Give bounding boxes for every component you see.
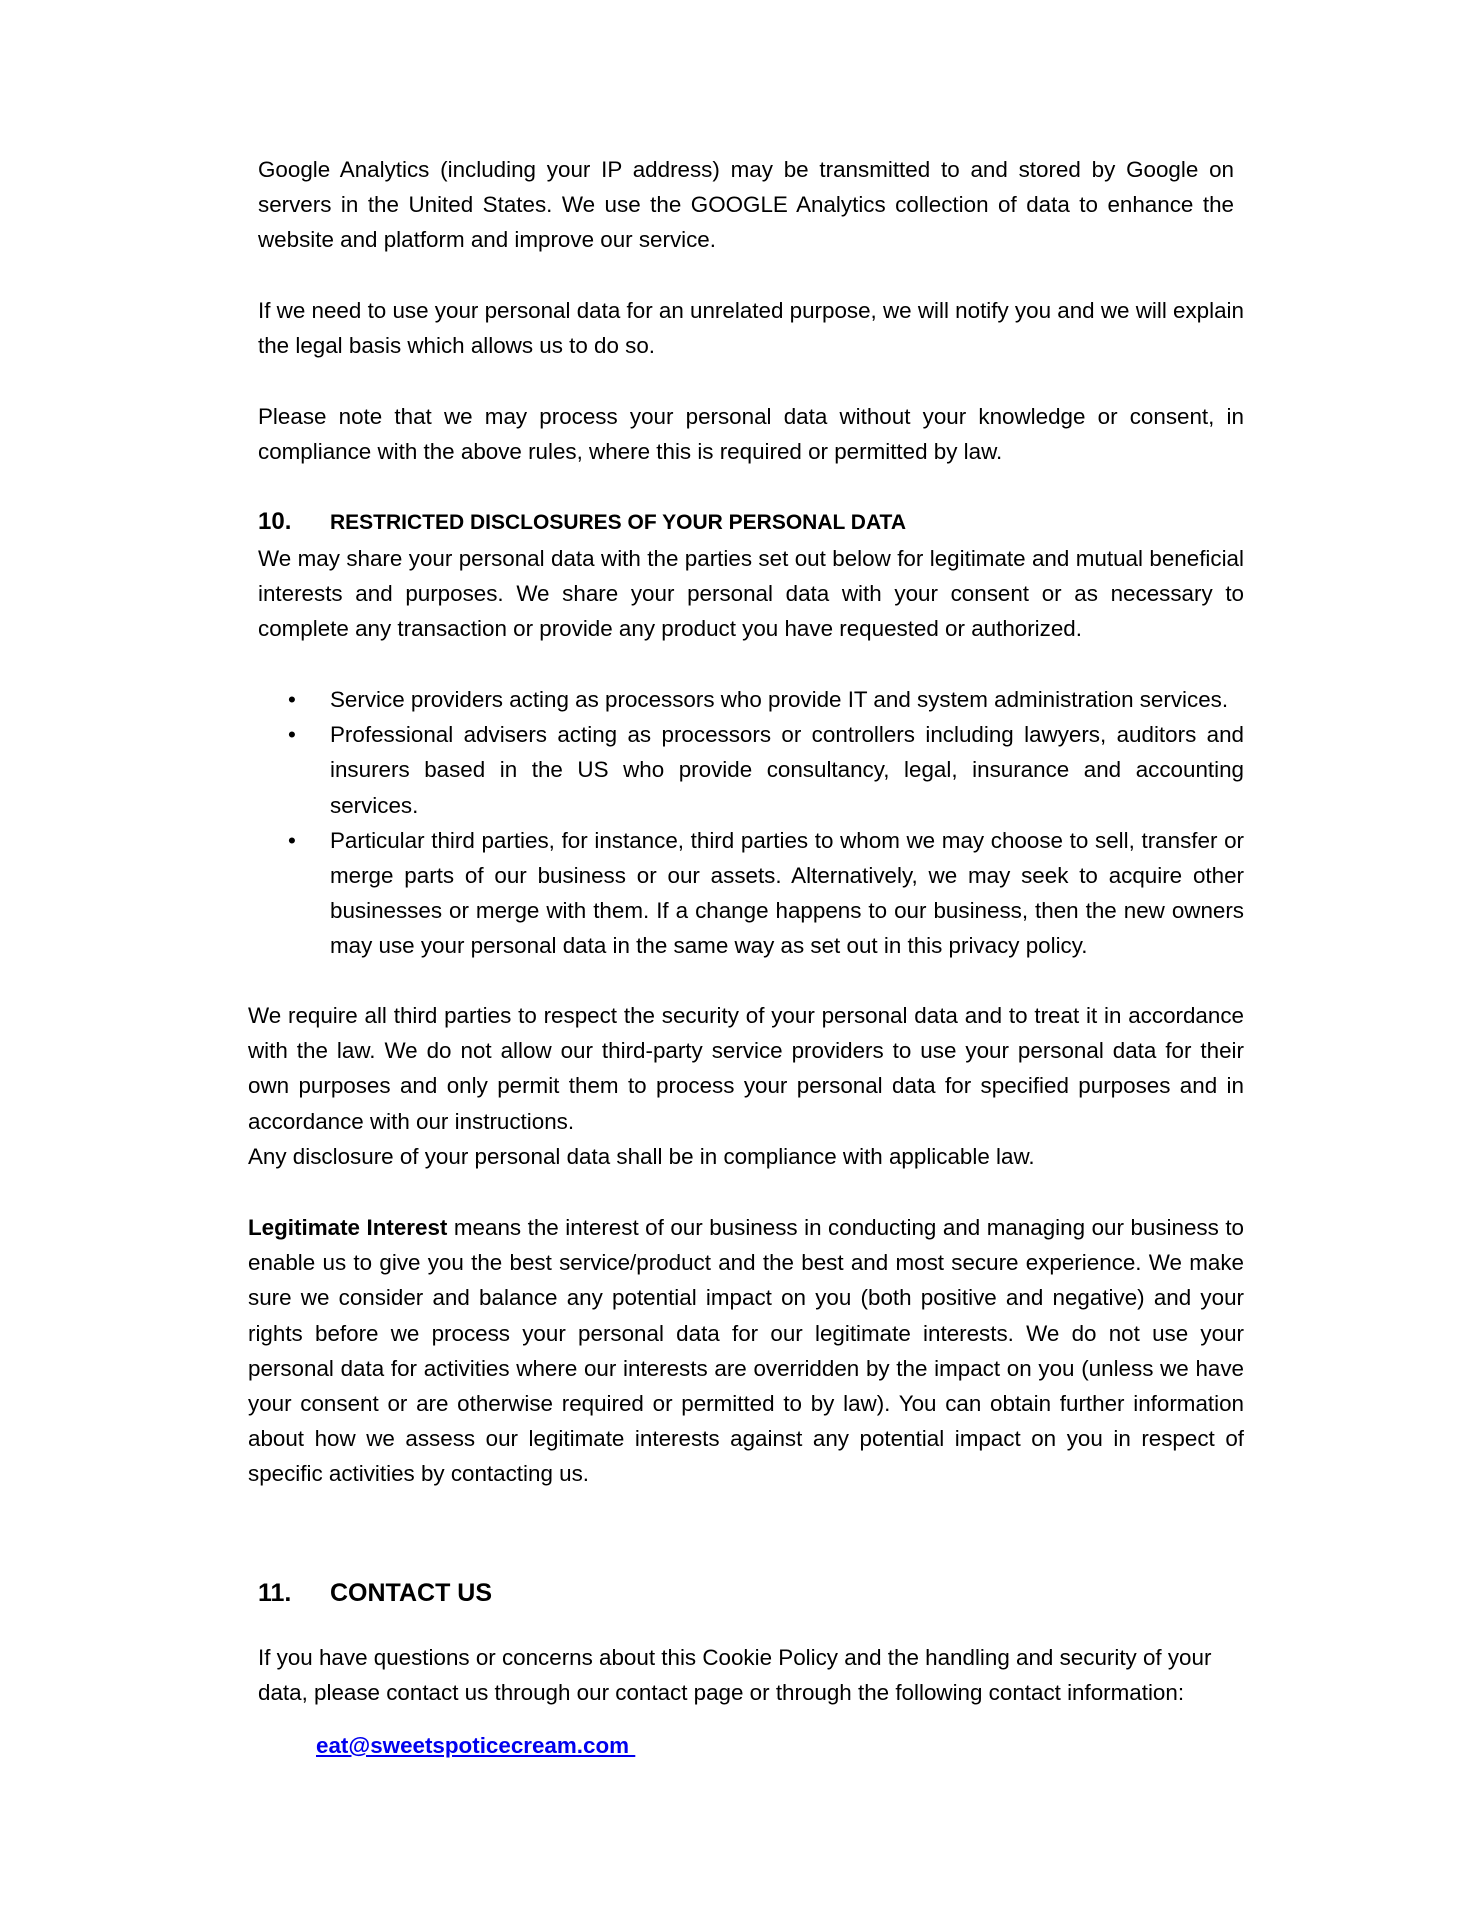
paragraph-third-parties: We require all third parties to respect the security of your personal data and to treat it in accordance with the law. We do not allow our third-party service providers to use your personal data for their own purposes and only permit them to process your personal data for specified purposes and in accordance with our instructions. [248, 1003, 1244, 1134]
section-10-intro: We may share your personal data with the parties set out below for legitimate and mutual beneficial interests and purposes. We share your personal data with your consent or as necessary to complete any transaction or provide any product you have requested or authorized. [258, 546, 1244, 642]
list-item [258, 682, 1244, 717]
section-10-number: 10. [258, 508, 292, 535]
list-item-text: Particular third parties, for instance, third parties to whom we may choose to sell, transfer or merge parts of our business or our assets. Alternatively, we may seek to acquire other businesses or merge with them. If a change happens to our business, then the new owners may use your personal data in the same way as set out in this privacy policy. [330, 827, 1244, 959]
paragraph-google-analytics: Google Analytics (including your IP address) may be transmitted to and stored by Google on servers in the United States. We use the GOOGLE Analytics collection of data to enhance the website and platform and improve our service. [258, 157, 1234, 253]
paragraph-without-consent: Please note that we may process your personal data without your knowledge or consent, in compliance with the above rules, where this is required or permitted by law. [258, 404, 1244, 465]
paragraph-contact-us: If you have questions or concerns about this Cookie Policy and the handling and security of your data, please contact us through our contact page or through the following contact information: [258, 1645, 1212, 1706]
bullet-icon: • [288, 687, 296, 712]
paragraph-compliance: Any disclosure of your personal data shall be in compliance with applicable law. [248, 1144, 1035, 1169]
list-item [258, 717, 1244, 823]
bullet-icon: • [288, 722, 296, 748]
section-10-heading [258, 506, 906, 539]
section-11-title: CONTACT US [330, 1579, 493, 1607]
section-11-number: 11. [258, 1579, 292, 1607]
contact-email-link[interactable]: eat@sweetspoticecream.com [316, 1733, 636, 1758]
bullet-icon: • [288, 827, 296, 853]
paragraph-legitimate-interest [248, 1210, 1244, 1492]
list-item [258, 823, 1244, 964]
paragraph-unrelated-purpose: If we need to use your personal data for an unrelated purpose, we will notify you and we will explain the legal basis which allows us to do so. [258, 298, 1244, 359]
section-10-title: RESTRICTED DISCLOSURES OF YOUR PERSONAL DATA [330, 511, 906, 534]
legitimate-interest-definition: means the interest of our business in conducting and managing our business to enable us to give you the best service/product and the best and most secure experience. We make sure we consider and balance any potential impact on you (both positive and negative) and your rights before we process your personal data for our legitimate interests. We do not use your personal data for activities where our interests are overridden by the impact on you (unless we have your consent or are otherwise required or permitted to by law). You can obtain further information about how we assess our legitimate interests against any potential impact on you in respect of specific activities by contacting us. [248, 1215, 1244, 1487]
list-item-text: Professional advisers acting as processors or controllers including lawyers, auditors and insurers based in the US who provide consultancy, legal, insurance and accounting services. [330, 722, 1244, 818]
disclosure-parties-list [258, 682, 1244, 964]
legitimate-interest-term: Legitimate Interest [248, 1215, 448, 1240]
list-item-text: Service providers acting as processors who provide IT and system administration services. [330, 687, 1229, 712]
section-11-heading [258, 1575, 492, 1611]
